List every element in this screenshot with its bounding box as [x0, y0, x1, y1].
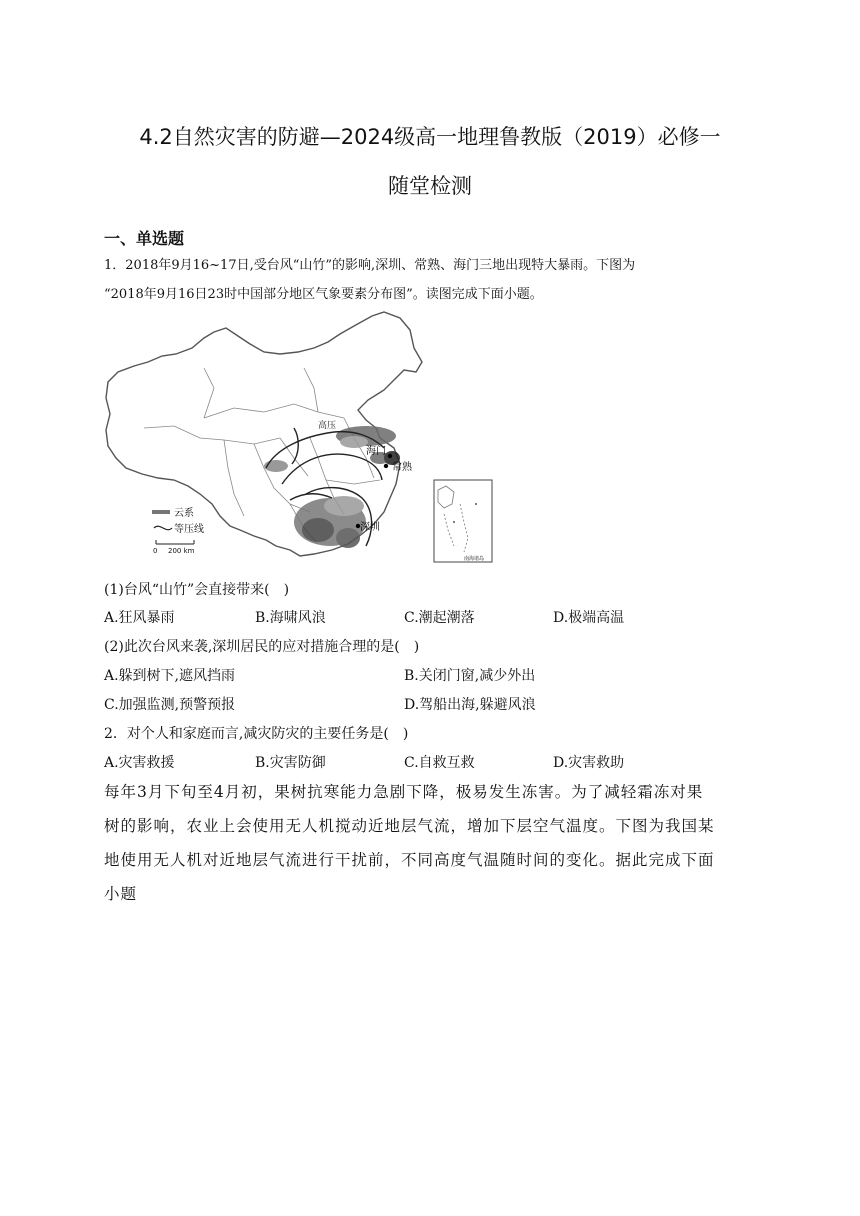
- map-legend: [152, 506, 204, 555]
- q1-sub2-option-b[interactable]: B.关闭门窗,减少外出: [404, 668, 536, 684]
- document-title-line1: 4.2自然灾害的防避—2024级高一地理鲁教版（2019）必修一: [139, 125, 721, 149]
- q1-stem-line2: “2018年9月16日23时中国部分地区气象要素分布图”。读图完成下面小题。: [104, 287, 543, 302]
- document-title-line2: 随堂检测: [388, 174, 472, 198]
- scale-zero: 0: [153, 547, 158, 555]
- haimen-marker: [388, 454, 392, 458]
- inset-label: 南海诸岛: [464, 556, 485, 562]
- q2-option-b[interactable]: B.灾害防御: [255, 755, 326, 771]
- legend-isobar-label: 等压线: [174, 524, 204, 535]
- south-china-sea-inset: [434, 480, 492, 562]
- passage-line4: 小题: [104, 885, 138, 903]
- pressure-label: 高压: [318, 421, 337, 431]
- q2-option-d[interactable]: D.灾害救助: [553, 755, 625, 771]
- q1-sub2-stem: (2)此次台风来袭,深圳居民的应对措施合理的是( ): [104, 639, 420, 655]
- q1-sub2-option-a[interactable]: A.躲到树下,遮风挡雨: [104, 668, 236, 684]
- weather-map-figure: [104, 308, 494, 568]
- q1-sub1-option-a[interactable]: A.狂风暴雨: [104, 610, 175, 626]
- passage-line3: 地使用无人机对近地层气流进行干扰前，不同高度气温随时间的变化。据此完成下面: [104, 851, 715, 869]
- legend-cloud-label: 云系: [174, 508, 194, 519]
- section-heading: 一、单选题: [104, 229, 185, 248]
- changshu-marker: [384, 464, 388, 468]
- q1-sub2-option-c[interactable]: C.加强监测,预警预报: [104, 697, 236, 713]
- haimen-label: 海门: [366, 446, 386, 457]
- shenzhen-label: 深圳: [360, 522, 380, 533]
- q2-option-c[interactable]: C.自救互救: [404, 755, 475, 771]
- q1-sub1-option-b[interactable]: B.海啸风浪: [255, 610, 326, 626]
- passage-line2: 树的影响，农业上会使用无人机搅动近地层气流，增加下层空气温度。下图为我国某: [104, 817, 715, 835]
- q2-stem: 2．对个人和家庭而言,减灾防灾的主要任务是( ): [104, 726, 409, 742]
- q1-sub1-stem: (1)台风“山竹”会直接带来( ): [104, 582, 290, 598]
- q1-sub2-option-d[interactable]: D.驾船出海,躲避风浪: [404, 697, 536, 713]
- q1-sub1-option-d[interactable]: D.极端高温: [553, 610, 625, 626]
- scale-label: 200 km: [168, 547, 195, 555]
- q2-option-a[interactable]: A.灾害救援: [104, 755, 175, 771]
- passage-line1: 每年3月下旬至4月初，果树抗寒能力急剧下降，极易发生冻害。为了减轻霜冻对果: [104, 783, 704, 801]
- changshu-label: 常熟: [392, 462, 412, 473]
- q1-stem-line1: 1．2018年9月16~17日,受台风“山竹”的影响,深圳、常熟、海门三地出现特大暴雨。下图为: [104, 258, 636, 273]
- q1-sub1-option-c[interactable]: C.潮起潮落: [404, 610, 475, 626]
